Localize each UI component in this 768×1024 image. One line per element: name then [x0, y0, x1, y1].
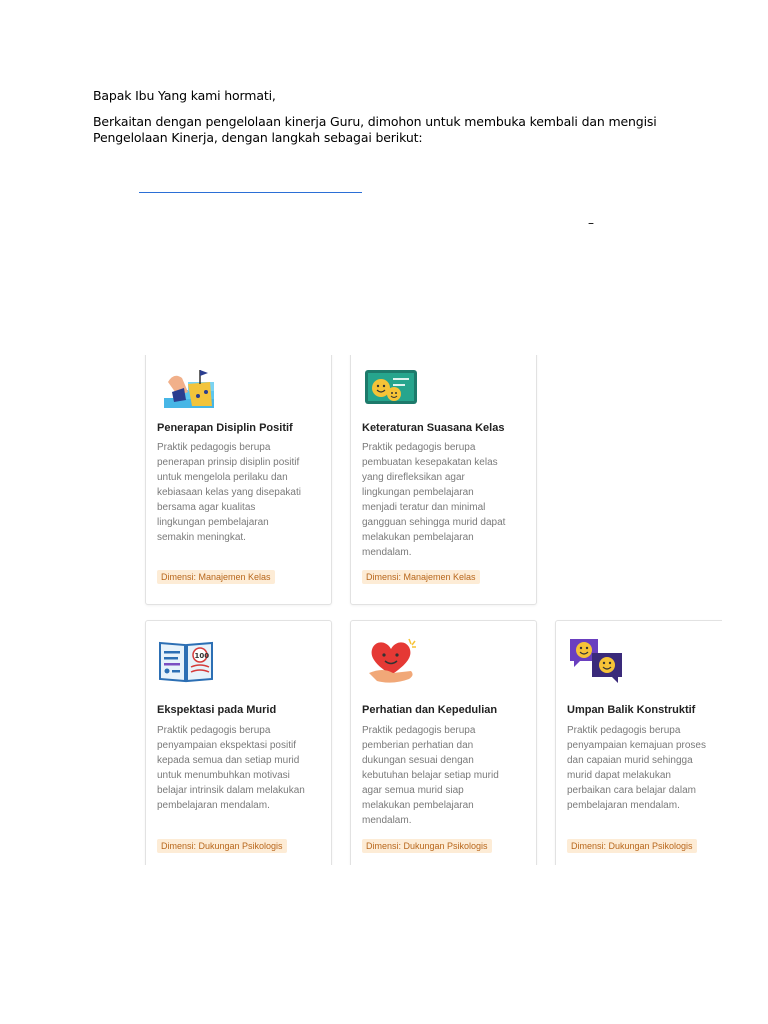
practice-cards-screenshot	[140, 355, 722, 865]
letter-paragraph	[93, 114, 693, 146]
letter-line-2: Pengelolaan Kinerja, dengan langkah sebagai berikut:	[93, 130, 423, 145]
svg-text:100: 100	[194, 652, 210, 660]
card-description: Praktik pedagogis berupa pembuatan kesepakatan kelas yang direfleksikan agar lingkungan pembelajaran menjadi teratur dan minimal gangguan sehingga murid dapat melakukan pembelajaran mendalam.	[362, 442, 506, 558]
open-book-score-icon	[158, 635, 214, 685]
card-description: Praktik pedagogis berupa penerapan prinsip disiplin positif untuk mengelola perilaku dan kebiasaan kelas yang disepakati bersama agar kualitas lingkungan pembelajaran semakin meningkat.	[157, 442, 301, 543]
dimension-badge: Dimensi: Manajemen Kelas	[362, 570, 480, 584]
dimension-badge: Dimensi: Dukungan Psikologis	[362, 839, 492, 853]
card-ekspektasi-pada-murid[interactable]	[145, 620, 332, 865]
dimension-badge: Dimensi: Manajemen Kelas	[157, 570, 275, 584]
dimension-badge: Dimensi: Dukungan Psikologis	[157, 839, 287, 853]
heart-hand-icon	[363, 635, 419, 685]
hyperlink-underline[interactable]	[139, 192, 362, 193]
card-umpan-balik-konstruktif[interactable]	[555, 620, 722, 865]
card-description: Praktik pedagogis berupa pemberian perhatian dan dukungan sesuai dengan kebutuhan belajar setiap murid agar semua murid siap melakukan pembelajaran mendalam.	[362, 725, 499, 826]
card-title: Umpan Balik Konstruktif	[567, 704, 696, 716]
card-perhatian-dan-kepedulian[interactable]	[350, 620, 537, 865]
chat-bubbles-icon	[568, 635, 624, 685]
letter-line-1: Berkaitan dengan pengelolaan kinerja Guru, dimohon untuk membuka kembali dan mengisi	[93, 114, 657, 129]
card-description: Praktik pedagogis berupa penyampaian kemajuan proses dan capaian murid sehingga murid dapat melakukan perbaikan cara belajar dalam pembelajaran mendalam.	[567, 725, 706, 811]
greeting: Bapak Ibu Yang kami hormati,	[93, 88, 276, 103]
card-title: Perhatian dan Kepedulian	[362, 704, 498, 716]
dash-mark: –	[588, 216, 594, 230]
letter-body	[93, 88, 693, 156]
card-title: Keteraturan Suasana Kelas	[362, 422, 505, 434]
card-title: Penerapan Disiplin Positif	[157, 422, 293, 434]
classroom-board-icon	[363, 362, 419, 412]
card-description: Praktik pedagogis berupa penyampaian ekspektasi positif kepada semua dan setiap murid untuk menumbuhkan motivasi belajar intrinsik dalam melakukan pembelajaran mendalam.	[157, 725, 305, 811]
card-penerapan-disiplin-positif[interactable]	[145, 355, 332, 605]
dimension-badge: Dimensi: Dukungan Psikologis	[567, 839, 697, 853]
card-title: Ekspektasi pada Murid	[157, 704, 277, 716]
card-keteraturan-suasana-kelas[interactable]	[350, 355, 537, 605]
stairs-flag-icon	[158, 362, 214, 412]
